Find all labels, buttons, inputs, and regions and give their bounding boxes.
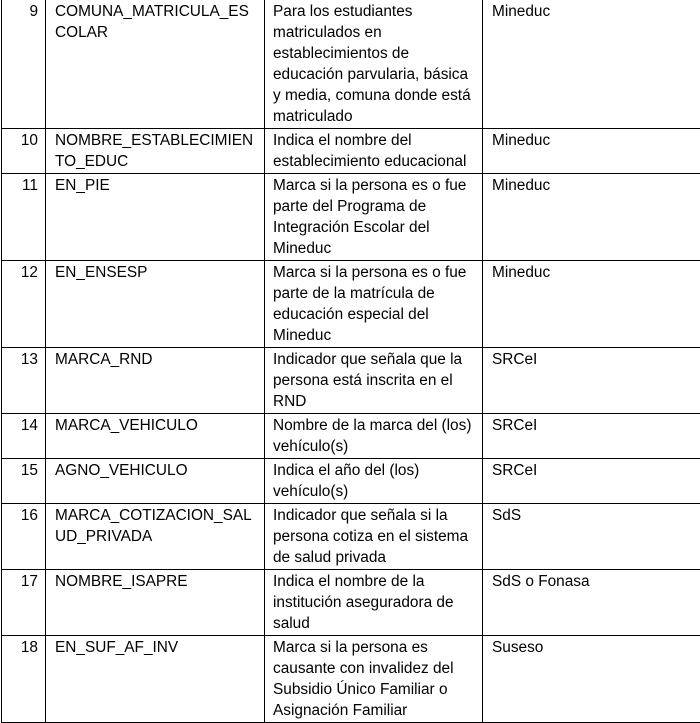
variable-description: Marca si la persona es causante con invalidez del Subsidio Único Familiar o Asignación Familiar bbox=[265, 636, 483, 723]
data-source: SdS o Fonasa bbox=[483, 570, 700, 636]
variable-description: Para los estudiantes matriculados en establecimientos de educación parvularia, básica y media, comuna donde está matriculado bbox=[265, 0, 483, 129]
table-row bbox=[2, 414, 700, 459]
data-source: Mineduc bbox=[483, 129, 700, 174]
data-source: Suseso bbox=[483, 636, 700, 723]
row-number: 12 bbox=[2, 261, 46, 348]
variable-description: Indica el año del (los) vehículo(s) bbox=[265, 459, 483, 504]
table-row bbox=[2, 261, 700, 348]
variable-name: COMUNA_MATRICULA_ESCOLAR bbox=[46, 0, 265, 129]
variable-name: EN_ENSESP bbox=[46, 261, 265, 348]
table-row bbox=[2, 459, 700, 504]
variable-name: NOMBRE_ISAPRE bbox=[46, 570, 265, 636]
variable-name: NOMBRE_ESTABLECIMIENTO_EDUC bbox=[46, 129, 265, 174]
table-row bbox=[2, 348, 700, 414]
data-source: SdS bbox=[483, 504, 700, 570]
variable-description: Indica el nombre del establecimiento educacional bbox=[265, 129, 483, 174]
row-number: 18 bbox=[2, 636, 46, 723]
row-number: 17 bbox=[2, 570, 46, 636]
variable-description: Nombre de la marca del (los) vehículo(s) bbox=[265, 414, 483, 459]
variable-description: Indica el nombre de la institución aseguradora de salud bbox=[265, 570, 483, 636]
data-source: Mineduc bbox=[483, 0, 700, 129]
variables-table bbox=[1, 0, 700, 723]
variable-name: MARCA_COTIZACION_SALUD_PRIVADA bbox=[46, 504, 265, 570]
variable-name: EN_PIE bbox=[46, 174, 265, 261]
data-source: Mineduc bbox=[483, 261, 700, 348]
variable-name: AGNO_VEHICULO bbox=[46, 459, 265, 504]
row-number: 14 bbox=[2, 414, 46, 459]
variable-description: Indicador que señala que la persona está inscrita en el RND bbox=[265, 348, 483, 414]
variable-description: Marca si la persona es o fue parte del Programa de Integración Escolar del Mineduc bbox=[265, 174, 483, 261]
variable-name: MARCA_RND bbox=[46, 348, 265, 414]
row-number: 15 bbox=[2, 459, 46, 504]
variable-name: EN_SUF_AF_INV bbox=[46, 636, 265, 723]
data-source: SRCeI bbox=[483, 348, 700, 414]
table-row bbox=[2, 174, 700, 261]
table-row bbox=[2, 504, 700, 570]
data-source: Mineduc bbox=[483, 174, 700, 261]
table-row bbox=[2, 636, 700, 723]
variable-description: Indicador que señala si la persona cotiza en el sistema de salud privada bbox=[265, 504, 483, 570]
row-number: 16 bbox=[2, 504, 46, 570]
row-number: 13 bbox=[2, 348, 46, 414]
row-number: 10 bbox=[2, 129, 46, 174]
data-source: SRCeI bbox=[483, 459, 700, 504]
variable-name: MARCA_VEHICULO bbox=[46, 414, 265, 459]
table-row bbox=[2, 570, 700, 636]
variable-description: Marca si la persona es o fue parte de la matrícula de educación especial del Mineduc bbox=[265, 261, 483, 348]
table-row bbox=[2, 0, 700, 129]
row-number: 9 bbox=[2, 0, 46, 129]
row-number: 11 bbox=[2, 174, 46, 261]
data-source: SRCeI bbox=[483, 414, 700, 459]
table-row bbox=[2, 129, 700, 174]
